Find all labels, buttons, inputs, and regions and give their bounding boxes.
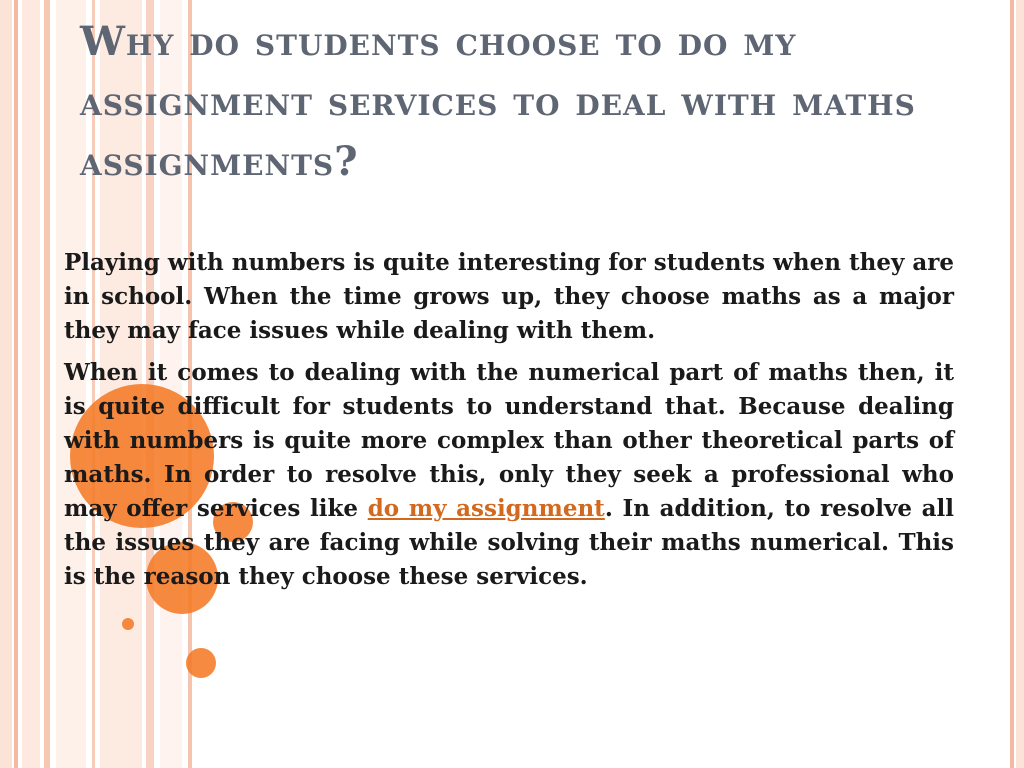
do-my-assignment-link[interactable]: do my assignment — [367, 495, 605, 522]
slide-title: Why do students choose to do my assignment services to deal with maths assignments? — [80, 18, 916, 185]
paragraph-details-text-before: When it comes to dealing with the numerical part of maths then, it is quite difficult for students to understand that. Because dealing with numbers is quite more complex than other theoretical parts of maths. In order to resolve this, only they seek a professional who may offer services like — [64, 359, 954, 522]
slide-content — [64, 246, 954, 594]
small-orange-circle — [186, 648, 216, 678]
paragraph-intro: Playing with numbers is quite interesting for students when they are in school. When the time grows up, they choose maths as a major they may face issues while dealing with them. — [64, 249, 954, 344]
paragraph-details-text-after: . In addition, to resolve all the issues they are facing while solving their maths numerical. This is the reason they choose these services. — [64, 495, 954, 590]
paragraph-details — [64, 356, 954, 594]
tiny-orange-circle — [122, 618, 134, 630]
